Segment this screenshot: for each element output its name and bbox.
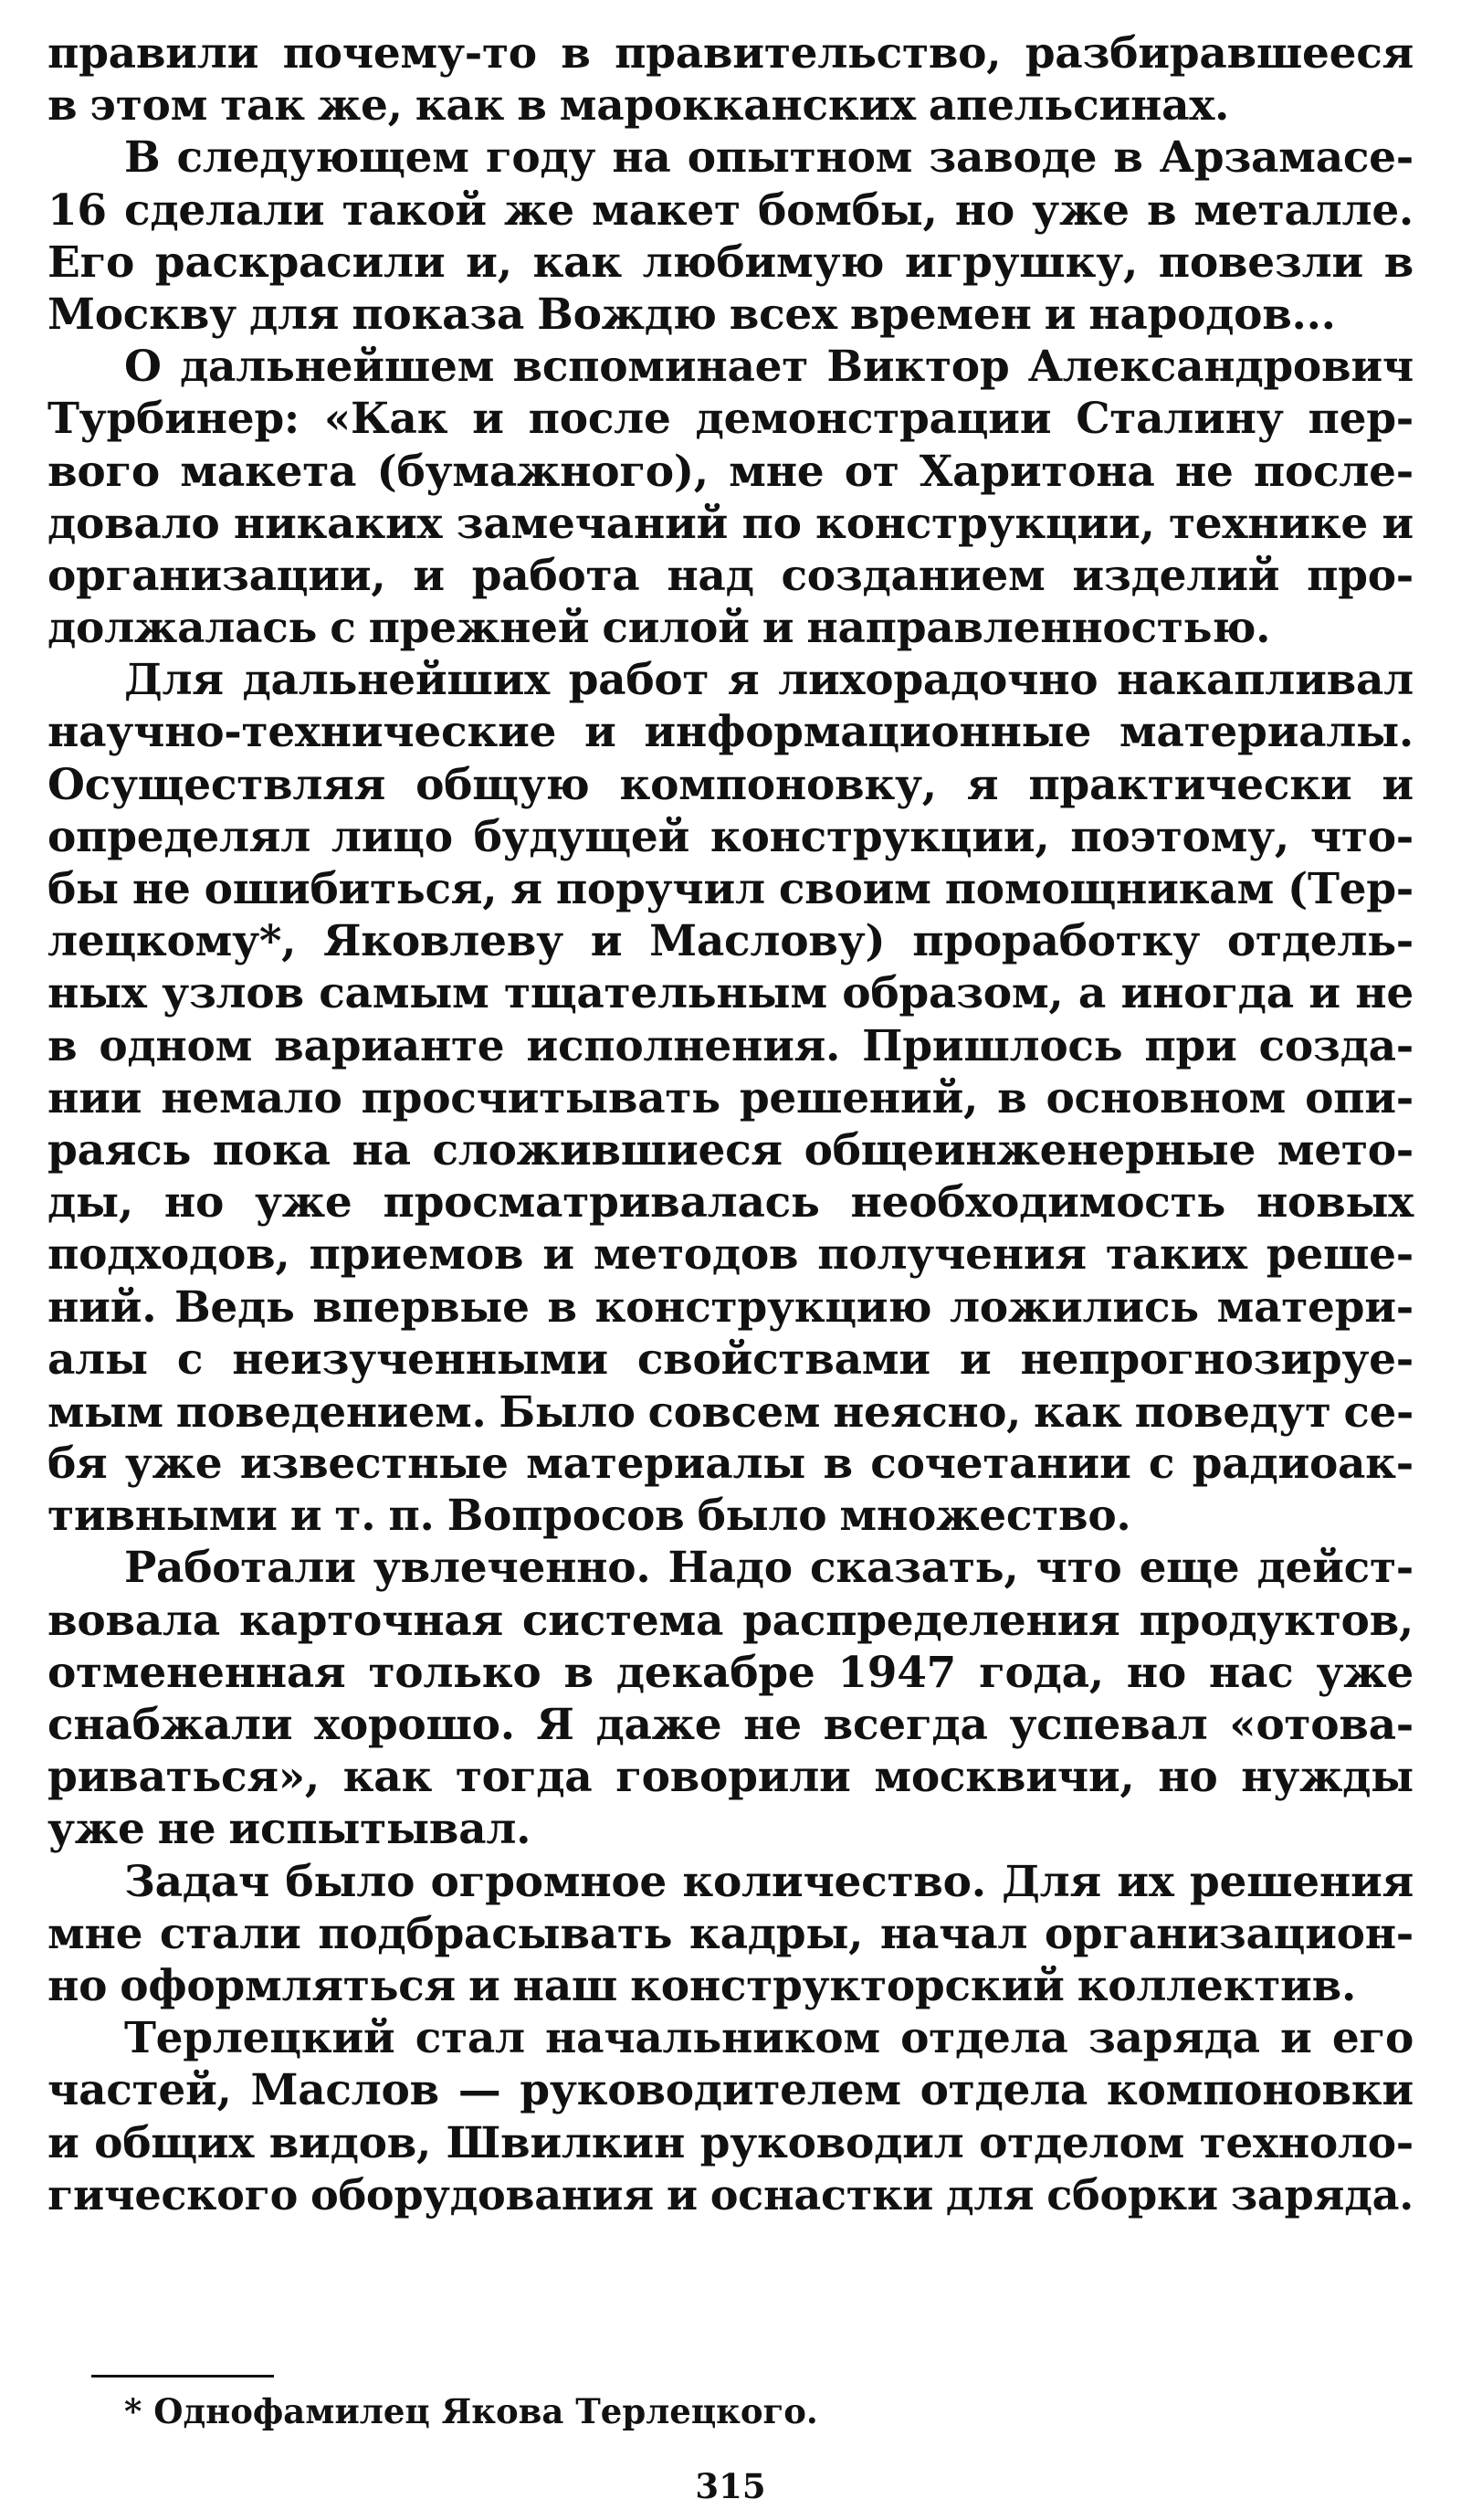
text-line: риваться», как тогда говорили москвичи, но нужды <box>47 1752 1414 1803</box>
text-line: должалась с прежней силой и направленностью. <box>47 603 1271 654</box>
text-line: Терлецкий стал начальником отдела заряда и его <box>124 2013 1414 2064</box>
text-line: В следующем году на опытном заводе в Арзамасе- <box>124 132 1414 184</box>
text-line: ных узлов самым тщательным образом, а иногда и не <box>47 968 1414 1019</box>
text-line: отмененная только в декабре 1947 года, но нас уже <box>47 1647 1414 1698</box>
text-line: О дальнейшем вспоминает Виктор Александрович <box>124 342 1414 393</box>
text-line: в одном варианте исполнения. Пришлось при созда- <box>47 1020 1414 1071</box>
text-line: тивными и т. п. Вопросов было множество. <box>47 1491 1131 1542</box>
text-line: уже не испытывал. <box>47 1804 531 1855</box>
text-line: Его раскрасили и, как любимую игрушку, повезли в <box>47 237 1414 288</box>
text-line: лецкому*, Яковлеву и Маслову) проработку отдель- <box>47 916 1414 967</box>
footnote-divider <box>91 2375 274 2378</box>
text-line: Турбинер: «Как и после демонстрации Сталину пер- <box>47 394 1414 445</box>
text-line: подходов, приемов и методов получения таких реше- <box>47 1229 1414 1281</box>
text-line: ды, но уже просматривалась необходимость новых <box>47 1177 1414 1228</box>
text-line: ний. Ведь впервые в конструкцию ложились матери- <box>47 1281 1414 1333</box>
text-line: правили почему-то в правительство, разбиравшееся <box>47 28 1414 79</box>
text-line: вого макета (бумажного), мне от Харитона не после- <box>47 446 1414 497</box>
text-line: довало никаких замечаний по конструкции, технике и <box>47 498 1414 549</box>
text-line: и общих видов, Швилкин руководил отделом техноло- <box>47 2117 1414 2168</box>
text-line: научно-технические и информационные материалы. <box>47 707 1414 758</box>
text-line: мне стали подбрасывать кадры, начал организацион- <box>47 1908 1414 1959</box>
text-line: нии немало просчитывать решений, в основном опи- <box>47 1072 1414 1123</box>
text-line: снабжали хорошо. Я даже не всегда успевал «отова- <box>47 1700 1414 1750</box>
text-line: но оформляться и наш конструкторский коллектив. <box>47 1960 1357 2011</box>
text-line: гического оборудования и оснастки для сборки заряда. <box>47 2169 1414 2219</box>
text-line: бя уже известные материалы в сочетании с радиоак- <box>47 1439 1414 1490</box>
text-line: Задач было огромное количество. Для их решения <box>124 1856 1414 1907</box>
text-line: Москву для показа Вождю всех времен и народов... <box>47 289 1336 340</box>
text-line: определял лицо будущей конструкции, поэтому, что- <box>47 811 1414 862</box>
text-line: раясь пока на сложившиеся общеинженерные мето- <box>47 1124 1414 1176</box>
text-line: мым поведением. Было совсем неясно, как поведут се- <box>47 1386 1414 1437</box>
text-line: Осуществляя общую компоновку, я практически и <box>47 759 1414 810</box>
text-line: 16 сделали такой же макет бомбы, но уже в металле. <box>47 185 1414 236</box>
text-line: бы не ошибиться, я поручил своим помощникам (Тер- <box>47 864 1414 914</box>
text-line: Работали увлеченно. Надо сказать, что еще дейст- <box>124 1543 1414 1594</box>
footnote: * Однофамилец Якова Терлецкого. <box>124 2391 818 2431</box>
page-number: 315 <box>695 2466 766 2506</box>
text-line: алы с неизученными свойствами и непрогнозируе- <box>47 1334 1414 1385</box>
page-body <box>47 27 1414 2221</box>
text-line: Для дальнейших работ я лихорадочно накапливал <box>124 655 1414 706</box>
text-line: в этом так же, как в марокканских апельсинах. <box>47 80 1230 132</box>
text-line: вовала карточная система распределения продуктов, <box>47 1595 1414 1646</box>
text-line: организации, и работа над созданием изделий про- <box>47 550 1414 601</box>
text-line: частей, Маслов — руководителем отдела компоновки <box>47 2065 1414 2116</box>
